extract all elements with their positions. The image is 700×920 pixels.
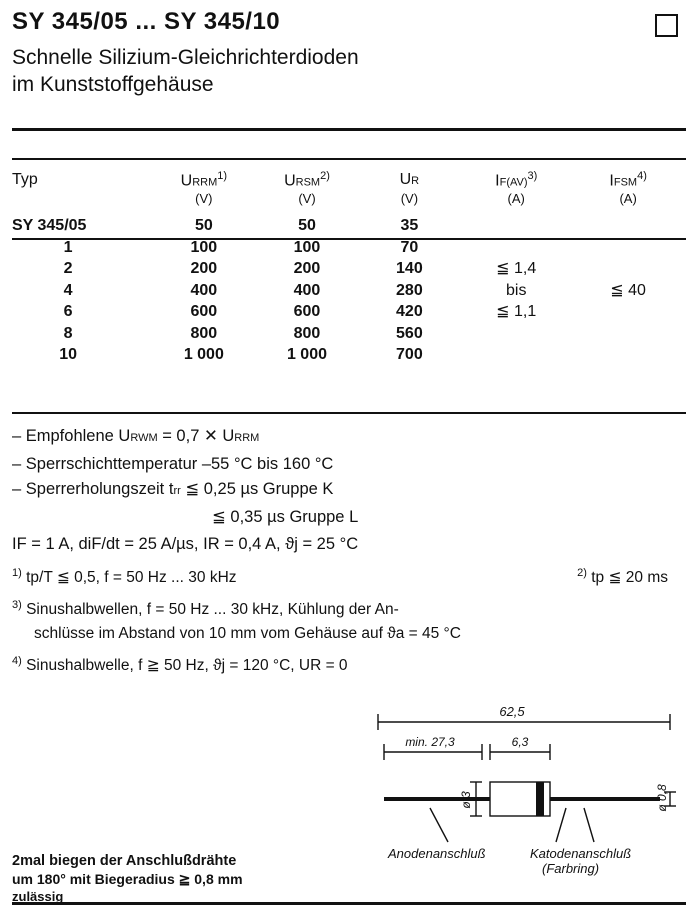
footnote-1: $^{2)}$ tp ≦ 20 ms $^{1)}$ tp/T ≦ 0,5, f = 50 Hz ... 30 kHz [12, 561, 688, 590]
table-unit-row [12, 191, 684, 215]
unit-typ [12, 191, 152, 215]
table-row: 4 400 400 280 [63, 281, 423, 299]
table-row: 6 600 600 420 [63, 303, 423, 321]
note-bullet-3-line2: ≦ 0,35 µs Gruppe L [212, 507, 359, 526]
table-body [12, 215, 684, 366]
dim-lead-label: min. 27,3 [405, 735, 455, 749]
table-row: 8 800 800 560 [63, 324, 423, 342]
parameters-table [12, 170, 684, 366]
unit-urrm: (V) [195, 191, 213, 207]
column-header-ursm: URSM$^{2)}$ [284, 170, 330, 190]
table-row: 1 100 100 70 [63, 238, 419, 256]
dim-body-label: 6,3 [511, 735, 529, 749]
footnote-3 [12, 593, 688, 646]
dim-total-label: 62,5 [499, 704, 525, 719]
table-row: 10 1 000 1 000 700 [59, 346, 423, 364]
unit-ifav: (A) [507, 191, 525, 207]
subtitle-line-2: im Kunststoffgehäuse [12, 73, 214, 96]
subtitle-line-1: Schnelle Silizium-Gleichrichterdioden [12, 46, 359, 69]
page-title: SY 345/05 ... SY 345/10 [12, 8, 281, 35]
notes-section [12, 424, 688, 678]
page-subtitle [12, 44, 359, 98]
ifav-line-3: ≦ 1,1 [496, 303, 537, 321]
dim-body-dia-label: ø 3 [459, 791, 473, 809]
bending-note-line-1: 2mal biegen der Anschlußdrähte [12, 853, 237, 869]
ifsm-group-cell: ≦ 40 [610, 281, 646, 299]
label-cathode-line1: Katodenanschluß [530, 846, 632, 861]
note-bullet-1: – Empfohlene URWM = 0,7 ✕ URRM [12, 427, 260, 445]
ifav-group-cell [460, 215, 572, 366]
divider-table-head [12, 158, 686, 160]
column-header-ur: UR [399, 171, 420, 189]
column-header-typ: Typ [12, 171, 38, 189]
dim-wire-dia-label: ø 0,8 [655, 784, 669, 812]
table-row: SY 345/05 50 50 35 ≦ 1,4 bis ≦ 1,1 ≦ 40 [12, 215, 684, 237]
table-header-row [12, 170, 684, 191]
column-header-urrm: URRM$^{1)}$ [180, 170, 228, 190]
bending-note-line-2: um 180° mit Biegeradius ≧ 0,8 mm [12, 871, 243, 887]
footnote-3-line1: $^{3)}$ Sinushalbwellen, f = 50 Hz ... 30 kHz, Kühlung der An- [12, 598, 399, 618]
unit-ifsm: (A) [619, 191, 637, 207]
label-anode: Anodenanschluß [388, 846, 486, 861]
footnote-2: $^{2)}$ tp ≦ 20 ms [577, 566, 668, 586]
divider-table-bottom [12, 412, 686, 414]
unit-ur: (V) [400, 191, 419, 207]
note-bullet-3: – Sperrerholungszeit trr ≦ 0,25 µs Gruppe K [12, 480, 334, 498]
square-outline-icon [655, 14, 678, 37]
package-drawing [370, 700, 690, 880]
column-header-ifsm: IFSM$^{4)}$ [609, 170, 647, 190]
note-conditions: IF = 1 A, diF/dt = 25 A/µs, IR = 0,4 A, ϑj = 25 °C [12, 535, 359, 553]
divider-top [12, 128, 686, 131]
footnote-4: $^{4)}$ Sinushalbwelle, f ≧ 50 Hz, ϑj = 120 °C, UR = 0 [12, 654, 348, 674]
label-cathode-line2: (Farbring) [542, 861, 600, 876]
ifav-line-2: bis [505, 281, 527, 299]
table-row: 2 200 200 140 [63, 260, 423, 278]
bending-note-line-3: zulässig [12, 889, 64, 904]
package-drawing-svg [370, 700, 690, 880]
footnote-3-line2: schlüsse im Abstand von 10 mm vom Gehäuse auf ϑa = 45 °C [34, 624, 461, 642]
bending-note [12, 852, 243, 906]
unit-ursm: (V) [298, 191, 316, 207]
ifav-line-1: ≦ 1,4 [496, 260, 537, 278]
note-bullet-2: – Sperrschichttemperatur –55 °C bis 160 °C [12, 454, 334, 473]
column-header-ifav: IF(AV)$^{3)}$ [495, 170, 538, 190]
